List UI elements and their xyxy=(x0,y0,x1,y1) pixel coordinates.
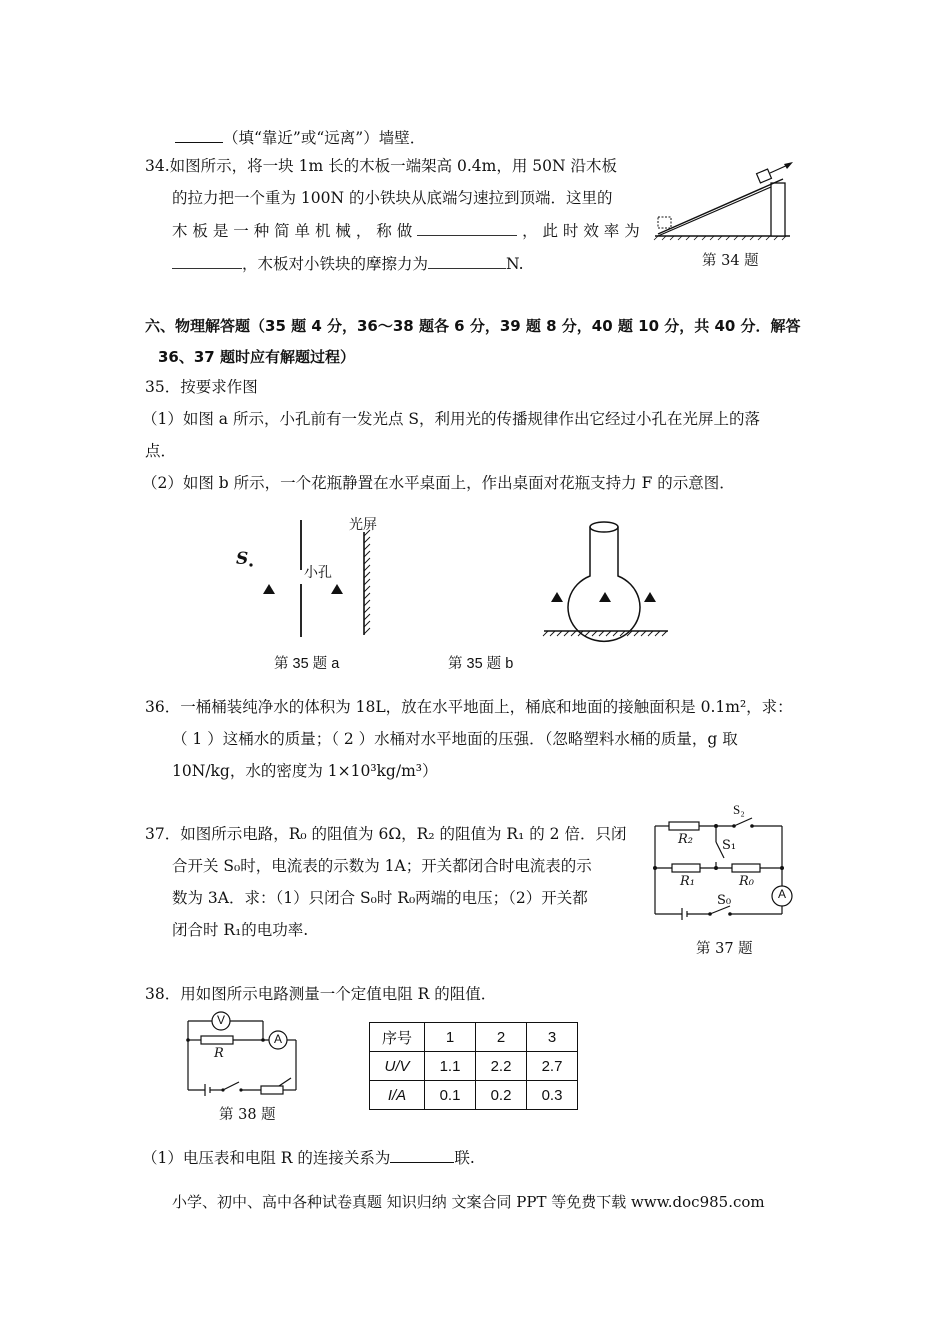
table-header-row xyxy=(370,1023,578,1052)
answer-blank-machine xyxy=(417,221,517,236)
page-footer: 小学、初中、高中各种试卷真题 知识归纳 文案合同 PPT 等免费下载 www.doc985.com xyxy=(172,1193,765,1211)
q35-part1-line2: 点． xyxy=(145,442,177,460)
q38-sub1-tail: 联. xyxy=(454,1149,475,1167)
q34-line3a: 木 板 是 一 种 简 单 机 械 ， 称 做 xyxy=(172,222,413,240)
q35-part1-line1: （1）如图 a 所示，小孔前有一发光点 S，利用光的传播规律作出它经过小孔在光屏上的落 xyxy=(142,410,761,428)
label-r2: R₂ xyxy=(678,832,693,847)
measurement-table xyxy=(369,1022,578,1110)
q35a-caption: 第 35 题 a xyxy=(274,656,340,672)
q37-line3: 数为 3A．求：（1）只闭合 S₀时 R₀两端的电压；（2）开关都 xyxy=(172,889,588,907)
q34-line3 xyxy=(172,221,640,241)
q38-sub1-text: （1）电压表和电阻 R 的连接关系为 xyxy=(142,1149,391,1167)
q33-tail-line xyxy=(175,128,425,148)
q37-line4: 闭合时 R₁的电功率. xyxy=(172,921,309,939)
table-cell: 2.7 xyxy=(527,1052,578,1081)
q35-title: 35．按要求作图 xyxy=(145,378,258,396)
q36-line3: 10N/kg，水的密度为 1×10³kg/m³） xyxy=(172,762,438,780)
q34-line1 xyxy=(145,157,617,176)
table-cell: 2 xyxy=(476,1023,527,1052)
q36-line1: 36．一桶桶装纯净水的体积为 18L，放在水平地面上，桶底和地面的接触面积是 0.1m²，求： xyxy=(145,698,793,716)
q34-line1-text: 如图所示，将一块 1m 长的木板一端架高 0.4m，用 50N 沿木板 xyxy=(169,157,617,175)
label-s0: S₀ xyxy=(717,893,732,908)
q34-caption: 第 34 题 xyxy=(702,253,759,269)
table-row xyxy=(370,1052,578,1081)
answer-blank-connection xyxy=(390,1148,454,1163)
table-cell: 1.1 xyxy=(425,1052,476,1081)
q34-number: 34. xyxy=(145,157,170,175)
q35b-caption: 第 35 题 b xyxy=(448,656,514,672)
point-source-label: S xyxy=(236,549,249,569)
table-cell: U/V xyxy=(370,1052,425,1081)
q37-caption: 第 37 题 xyxy=(696,941,753,957)
section6-heading-line2: 36、37 题时应有解题过程） xyxy=(158,348,355,366)
answer-blank xyxy=(175,128,223,143)
q37-line1: 37．如图所示电路，R₀ 的阻值为 6Ω，R₂ 的阻值为 R₁ 的 2 倍．只闭 xyxy=(145,825,627,843)
q37-line2: 合开关 S₀时，电流表的示数为 1A；开关都闭合时电流表的示 xyxy=(172,857,592,875)
q35-part2: （2）如图 b 所示，一个花瓶静置在水平桌面上，作出桌面对花瓶支持力 F 的示意图． xyxy=(142,474,735,492)
ammeter-label: A xyxy=(778,887,787,901)
q38-sub1 xyxy=(142,1148,475,1168)
q34-line4a: ，木板对小铁块的摩擦力为 xyxy=(242,255,429,273)
table-cell: 0.3 xyxy=(527,1081,578,1110)
label-r0: R₀ xyxy=(739,874,754,889)
q34-line3b: ， 此 时 效 率 为 xyxy=(522,222,640,240)
answer-blank-friction xyxy=(428,254,506,269)
answer-blank-efficiency xyxy=(172,254,242,269)
incline-figure xyxy=(650,160,800,240)
q34-line4b: N. xyxy=(506,255,524,273)
table-row xyxy=(370,1081,578,1110)
label-s1: S₁ xyxy=(722,838,737,853)
ammeter-label-38: A xyxy=(274,1032,283,1046)
hole-label: 小孔 xyxy=(304,565,332,581)
label-r1: R₁ xyxy=(680,874,695,889)
q38-circuit xyxy=(183,1010,308,1095)
q36-line2: （ 1 ）这桶水的质量；（ 2 ）水桶对水平地面的压强．（忽略塑料水桶的质量，g 取 xyxy=(172,730,738,748)
voltmeter-label: V xyxy=(217,1013,226,1027)
table-cell: 2.2 xyxy=(476,1052,527,1081)
table-cell: 1 xyxy=(425,1023,476,1052)
table-cell: 0.1 xyxy=(425,1081,476,1110)
table-cell: 序号 xyxy=(370,1023,425,1052)
table-cell: I/A xyxy=(370,1081,425,1110)
q34-line4 xyxy=(172,254,524,274)
table-cell: 3 xyxy=(527,1023,578,1052)
q34-line2: 的拉力把一个重为 100N 的小铁块从底端匀速拉到顶端．这里的 xyxy=(172,189,613,207)
vase-figure xyxy=(540,518,675,643)
resistor-r-label: R xyxy=(214,1046,224,1061)
screen-label: 光屏 xyxy=(349,517,377,533)
table-cell: 0.2 xyxy=(476,1081,527,1110)
q38-caption: 第 38 题 xyxy=(219,1107,276,1123)
section6-heading-line1: 六、物理解答题（35 题 4 分，36～38 题各 6 分，39 题 8 分，40 题 10 分，共 40 分．解答 xyxy=(145,317,801,335)
q33-tail-text: （填“靠近”或“远离”）墙壁． xyxy=(223,129,426,147)
label-s2: S₂ xyxy=(733,802,745,817)
q38-line1: 38．用如图所示电路测量一个定值电阻 R 的阻值． xyxy=(145,985,497,1003)
